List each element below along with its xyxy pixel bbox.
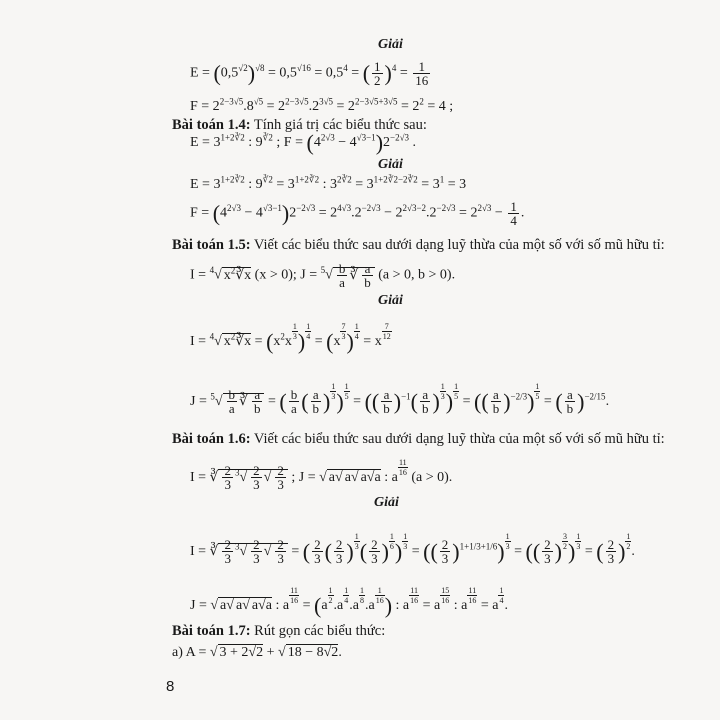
- equation-I-1-6-solution: I = ∛ $\frac{2}{3}$ $^3$√ $\frac{2}{3}$ √ $\frac{2}{3}$ = ( $\frac{2}{3}$ ( $\frac{2}{3}$ ) $\frac{1}{3}$ ( $\frac{2}{3}$ ) $\frac{1}{6}$ ) $\frac{1}{3}$ = (( $\frac{2}{3}$ )$^{1+1/3+1/6}$) $\frac{1}{3}$ = (( $\frac{2}{3}$ ) $\frac{3}{2}$ ) $\frac{1}{3}$ = ( $\frac{2}{3}$ ) $\frac{1}{2}$ .: [190, 532, 635, 567]
- problem-1-5-expressions: I = $^4$√ $x^2∛x$ (x > 0); J = $^5$√ $\frac{b}{a}$ ∛ $\frac{a}{b}$ (a > 0, b > 0).: [190, 261, 456, 290]
- equation-E-1-4-solution: $E = 3^{1+2∛2}$ : $9^{∛2} = 3^{1+2∛2}$ : $3^{2∛2} = 3^{1+2∛2-2∛2} = 3^1 = 3$: [190, 174, 467, 192]
- equation-J-1-5-solution: J = $^5$√ $\frac{b}{a}$ ∛ $\frac{a}{b}$ = ( $\frac{b}{a}$ ( $\frac{a}{b}$ ) $\frac{1}{3}$ ) $\frac{1}{5}$ = (( $\frac{a}{b}$ )$^{-1}$( $\frac{a}{b}$ ) $\frac{1}{3}$ ) $\frac{1}{5}$ = (( $\frac{a}{b}$ )$^{-2/3}$) $\frac{1}{5}$ = ( $\frac{a}{b}$ )$^{-2/15}$.: [190, 382, 610, 417]
- problem-1-6: [172, 430, 665, 448]
- problem-1-5: [172, 236, 665, 254]
- equation-I-1-5-solution: I = $^4$√ $x^2∛x = (x^2x$ $\frac{1}{3}$ ) $\frac{1}{4}$ = (x $\frac{7}{3}$ ) $\frac{1}{4}$ = x $\frac{7}{12}$: [190, 322, 391, 354]
- equation-F-solution: $F = 2^{2-3√5}.8^{√5} = 2^{2-3√5}.2^{3√5} = 2^{2-3√5+3√5} = 2^2 = 4$ ;: [190, 96, 454, 114]
- problem-1-4-label: Bài toán 1.4:: [172, 117, 251, 133]
- problem-1-6-text: Viết các biểu thức sau dưới dạng luỹ thừa của một số với số mũ hữu tỉ:: [253, 431, 665, 447]
- solution-heading-2: Giải: [378, 157, 403, 172]
- problem-1-7: [172, 622, 385, 640]
- condition-ab: (a > 0, b > 0).: [378, 267, 456, 283]
- problem-1-7-a: a) A = √ 3 + 2√2 + √ 18 − 8√2.: [172, 645, 342, 660]
- solution-heading-1: Giải: [378, 37, 403, 52]
- problem-1-4-expressions: $E = 3^{1+2∛2}$ : $9^{∛2}$ ; $F = (4^{2√3} - 4^{√3-1})2^{-2√3}$ .: [190, 130, 417, 155]
- problem-1-7-label: Bài toán 1.7:: [172, 623, 251, 639]
- problem-1-5-text: Viết các biểu thức sau dưới dạng luỹ thừa của một số với số mũ hữu tỉ:: [253, 237, 665, 253]
- condition-a: (a > 0).: [411, 470, 453, 485]
- problem-1-7-text: Rút gọn các biểu thức:: [254, 623, 386, 639]
- page-number: 8: [166, 678, 175, 695]
- problem-1-6-expressions: I = ∛ $\frac{2}{3}$ $^3$√ $\frac{2}{3}$ √ $\frac{2}{3}$ ; J = √ a√ a√ a√a : a $\frac{11}{16}$ (a > 0).: [190, 458, 453, 493]
- problem-1-4: [172, 116, 427, 134]
- solution-heading-3: Giải: [378, 293, 403, 308]
- equation-J-1-6-solution: J = √ a√ a√ a√a : a $\frac{11}{16}$ = (a $\frac{1}{2}$ .a $\frac{1}{4}$ .a $\frac{1}{8}$ .a $\frac{1}{16}$ ) : a $\frac{11}{16}$ = a $\frac{15}{16}$ : a $\frac{11}{16}$ = a $\frac{1}{4}$ .: [190, 586, 508, 618]
- problem-1-5-label: Bài toán 1.5:: [172, 237, 251, 253]
- equation-E-solution: $E = (0,5^{√2})^{√8} = 0,5^{√16} = 0,5^4$ = ( $\frac{1}{2}$ )$^4$ = $\frac{1}{16}$: [190, 59, 429, 88]
- problem-1-4-text: Tính giá trị các biểu thức sau:: [253, 117, 427, 133]
- equation-F-1-4-solution: $F = (4^{2√3} - 4^{√3-1})2^{-2√3} = 2^{4√3}.2^{-2√3} - 2^{2√3-2}.2^{-2√3} = 2^{2√3}$ − $\frac{1}{4}$ .: [190, 199, 525, 228]
- solution-heading-4: Giải: [374, 495, 399, 510]
- problem-1-6-label: Bài toán 1.6:: [172, 431, 251, 447]
- condition-x: (x > 0);: [254, 267, 297, 283]
